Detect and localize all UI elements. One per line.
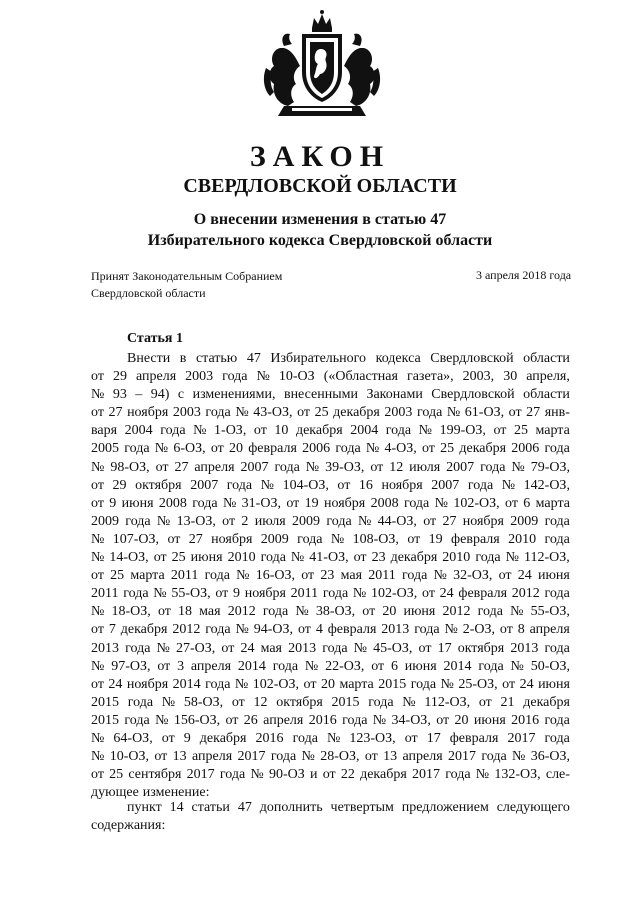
subject-line: О внесении изменения в статью 47	[193, 211, 447, 228]
text-line: 2015 года № 156-ОЗ, от 26 апреля 2016 года № 34-ОЗ, от 20 июня 2016 года	[91, 712, 570, 728]
adopted-line: Свердловской области	[91, 286, 206, 300]
text-line: № 98-ОЗ, от 27 апреля 2007 года № 39-ОЗ, от 12 июля 2007 года № 79-ОЗ,	[91, 459, 570, 475]
adopted-date: 3 апреля 2018 года	[476, 268, 572, 282]
text-line: от 29 октября 2007 года № 104-ОЗ, от 16 ноября 2007 года № 142-ОЗ,	[91, 477, 570, 493]
text-line: № 64-ОЗ, от 9 декабря 2016 года № 123-ОЗ, от 17 февраля 2017 года	[91, 730, 570, 746]
text-line: варя 2004 года № 1-ОЗ, от 10 декабря 2004 года № 199-ОЗ, от 25 марта	[91, 423, 570, 439]
text-line: № 18-ОЗ, от 18 мая 2012 года № 38-ОЗ, от 20 июня 2012 года № 55-ОЗ,	[91, 604, 570, 620]
article-paragraph-1	[91, 350, 570, 802]
text-line: № 14-ОЗ, от 25 июня 2010 года № 41-ОЗ, от 23 декабря 2010 года № 112-ОЗ,	[91, 550, 570, 566]
adopted-by	[91, 268, 282, 302]
text-line: от 9 июня 2008 года № 31-ОЗ, от 19 ноября 2008 года № 102-ОЗ, от 6 марта	[91, 495, 570, 511]
law-title: ЗАКОН	[249, 140, 391, 173]
text-line: от 27 ноября 2003 года № 43-ОЗ, от 25 декабря 2003 года № 61-ОЗ, от 27 янв-	[91, 405, 570, 421]
text-line: дующее изменение:	[91, 785, 210, 801]
text-line: содержания:	[91, 818, 166, 834]
law-subject	[0, 209, 640, 251]
text-line: от 25 сентября 2017 года № 90-ОЗ и от 22 декабря 2017 года № 132-ОЗ, сле-	[91, 767, 570, 783]
text-line: Внести в статью 47 Избирательного кодекса Свердловской области	[127, 351, 570, 366]
adopted-line: Принят Законодательным Собранием	[91, 269, 283, 283]
text-line: 2013 года № 27-ОЗ, от 24 мая 2013 года № 45-ОЗ, от 17 октября 2013 года	[91, 640, 570, 656]
text-line: 2011 года № 55-ОЗ, от 9 ноября 2011 года № 102-ОЗ, от 24 февраля 2012 года	[91, 586, 570, 602]
text-line: от 25 марта 2011 года № 16-ОЗ, от 23 мая 2011 года № 32-ОЗ, от 24 июня	[91, 568, 570, 584]
text-line: от 7 декабря 2012 года № 94-ОЗ, от 4 февраля 2013 года № 2-ОЗ, от 8 апреля	[91, 622, 570, 638]
text-line: пункт 14 статьи 47 дополнить четвертым предложением следующего	[127, 800, 570, 815]
text-line: 2015 года № 58-ОЗ, от 12 октября 2015 года № 112-ОЗ, от 21 декабря	[91, 694, 570, 710]
region-title: СВЕРДЛОВСКОЙ ОБЛАСТИ	[183, 175, 457, 197]
article-paragraph-2	[91, 799, 570, 835]
text-line: № 93 – 94) с изменениями, внесенными Законами Свердловской области	[91, 387, 570, 403]
text-line: 2005 года № 6-ОЗ, от 20 февраля 2006 года № 4-ОЗ, от 25 декабря 2006 года	[91, 441, 570, 457]
text-line: от 24 ноября 2014 года № 102-ОЗ, от 20 марта 2015 года № 25-ОЗ, от 24 июня	[91, 676, 570, 692]
text-line: 2009 года № 13-ОЗ, от 2 июля 2009 года № 44-ОЗ, от 27 ноября 2009 года	[91, 513, 570, 529]
text-line: № 97-ОЗ, от 3 апреля 2014 года № 22-ОЗ, от 6 июня 2014 года № 50-ОЗ,	[91, 658, 570, 674]
text-line: № 107-ОЗ, от 27 ноября 2009 года № 108-ОЗ, от 19 февраля 2010 года	[91, 531, 570, 547]
text-line: № 10-ОЗ, от 13 апреля 2017 года № 28-ОЗ, от 13 апреля 2017 года № 36-ОЗ,	[91, 749, 570, 765]
coat-of-arms-icon	[262, 8, 382, 120]
subject-line: Избирательного кодекса Свердловской области	[147, 232, 493, 249]
text-line: от 29 апреля 2003 года № 10-ОЗ («Областная газета», 2003, 30 апреля,	[91, 369, 570, 385]
article-title: Статья 1	[127, 331, 183, 346]
